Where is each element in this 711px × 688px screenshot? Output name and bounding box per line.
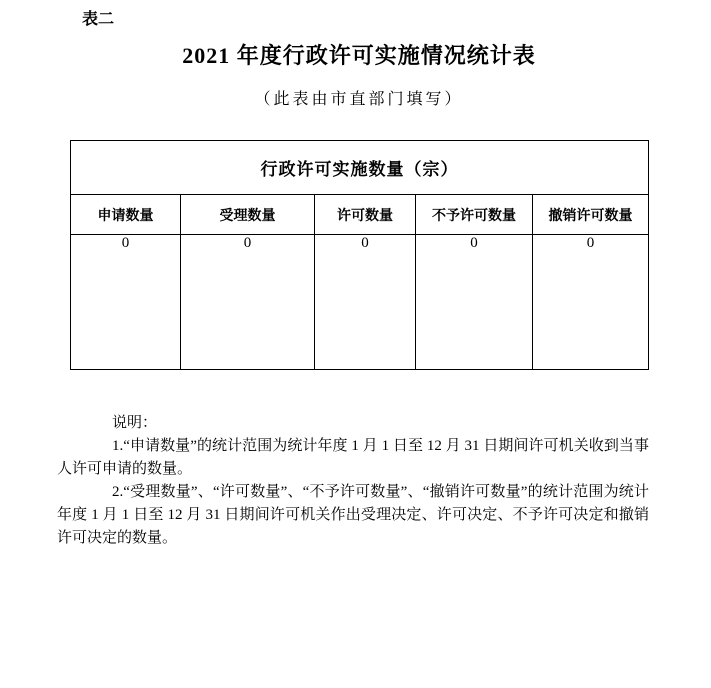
cell-denial-count: 0: [416, 235, 533, 370]
column-header-approval-count: 许可数量: [315, 195, 416, 235]
document-title: 2021 年度行政许可实施情况统计表: [182, 43, 536, 68]
notes-label: 说明：: [112, 415, 158, 431]
cell-revocation-count: 0: [533, 235, 649, 370]
table-title-cell: 行政许可实施数量（宗）: [71, 141, 649, 195]
table-title-row: [71, 141, 649, 195]
cell-acceptance-count: 0: [181, 235, 315, 370]
column-header-row: [71, 195, 649, 235]
note-item-2: 2.“受理数量”、“许可数量”、“不予许可数量”、“撤销许可数量”的统计范围为统计年度 1 月 1 日至 12 月 31 日期间许可机关作出受理决定、许可决定、不予许可决定和撤销许可决定的数量。: [57, 484, 649, 546]
cell-approval-count: 0: [315, 235, 416, 370]
column-header-revocation-count: 撤销许可数量: [533, 195, 649, 235]
column-header-acceptance-count: 受理数量: [181, 195, 315, 235]
table-row: [71, 235, 649, 370]
form-number-label: 表二: [82, 11, 115, 28]
column-header-application-count: 申请数量: [71, 195, 181, 235]
license-stats-table: [70, 140, 649, 370]
column-header-denial-count: 不予许可数量: [416, 195, 533, 235]
note-item-1: 1.“申请数量”的统计范围为统计年度 1 月 1 日至 12 月 31 日期间许可机关收到当事人许可申请的数量。: [57, 438, 649, 477]
document-subtitle: （此表由市直部门填写）: [254, 91, 464, 108]
cell-application-count: 0: [71, 235, 181, 370]
notes-section: [57, 412, 649, 550]
